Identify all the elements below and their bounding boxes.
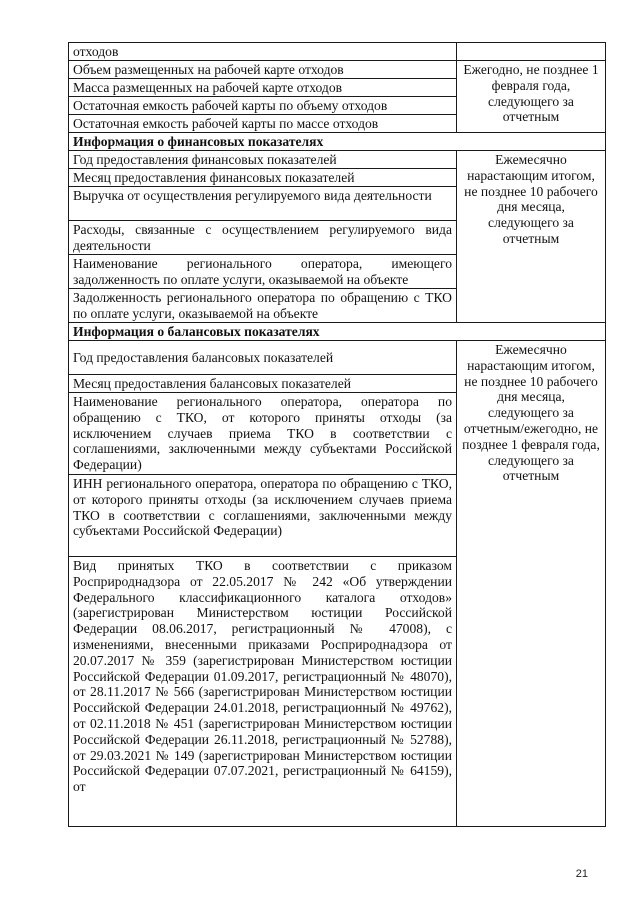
- row-label: Объем размещенных на рабочей карте отходов: [69, 61, 457, 79]
- table-row: [69, 61, 606, 79]
- row-label: Расходы, связанные с осуществлением регулируемого вида деятельности: [69, 221, 457, 255]
- section-header-balance: Информация о балансовых показателях: [69, 323, 606, 341]
- table-row: [69, 151, 606, 169]
- row-label: Месяц предоставления балансовых показателей: [69, 375, 457, 393]
- period-cell: Ежемесячно нарастающим итогом, не позднее 10 рабочего дня месяца, следующего за отчетным: [457, 151, 606, 323]
- indicators-table: [68, 42, 606, 827]
- row-label: Наименование регионального оператора, имеющего задолженность по оплате услуги, оказываемой на объекте: [69, 255, 457, 289]
- table-row: [69, 341, 606, 375]
- row-label: Остаточная емкость рабочей карты по объему отходов: [69, 97, 457, 115]
- row-label: Выручка от осуществления регулируемого вида деятельности: [69, 187, 457, 221]
- period-cell: Ежегодно, не позднее 1 февраля года, следующего за отчетным: [457, 61, 606, 133]
- row-label: Месяц предоставления финансовых показателей: [69, 169, 457, 187]
- row-label: Остаточная емкость рабочей карты по массе отходов: [69, 115, 457, 133]
- row-label: отходов: [69, 43, 457, 61]
- row-label: Задолженность регионального оператора по обращению с ТКО по оплате услуги, оказываемой на объекте: [69, 289, 457, 323]
- table-row: [69, 43, 606, 61]
- row-label: Год предоставления финансовых показателей: [69, 151, 457, 169]
- row-label: Наименование регионального оператора, оператора по обращению с ТКО, от которого приняты отходы (за исключением случаев приема ТКО в соответствии с соглашениями, заключенными между субъектами Российской Федерации): [69, 393, 457, 475]
- period-cell: Ежемесячно нарастающим итогом, не позднее 10 рабочего дня месяца, следующего за отчетным/ежегодно, не позднее 1 февраля года, следующего за отчетным: [457, 341, 606, 827]
- section-header-financial: Информация о финансовых показателях: [69, 133, 606, 151]
- section-header-row: [69, 133, 606, 151]
- period-cell-empty: [457, 43, 606, 61]
- row-label: ИНН регионального оператора, оператора по обращению с ТКО, от которого приняты отходы (за исключением случаев приема ТКО в соответствии с соглашениями, заключенными между субъектами Российской Федерации): [69, 475, 457, 557]
- row-label: Вид принятых ТКО в соответствии с приказом Росприроднадзора от 22.05.2017 № 242 «Об утверждении Федерального классификационного каталога отходов» (зарегистрирован Министерством юстиции Российской Федерации 08.06.2017, регистрационный № 47008), с изменениями, внесенными приказами Росприроднадзора от 20.07.2017 № 359 (зарегистрирован Министерством юстиции Российской Федерации 01.09.2017, регистрационный № 48070), от 28.11.2017 № 566 (зарегистрирован Министерством юстиции Российской Федерации 24.01.2018, регистрационный № 49762), от 02.11.2018 № 451 (зарегистрирован Министерством юстиции Российской Федерации 26.11.2018, регистрационный № 52788), от 29.03.2021 № 149 (зарегистрирован Министерством юстиции Российской Федерации 07.07.2021, регистрационный № 64159), от: [69, 557, 457, 827]
- page-number: 21: [575, 868, 588, 880]
- row-label: Масса размещенных на рабочей карте отходов: [69, 79, 457, 97]
- section-header-row: [69, 323, 606, 341]
- row-label: Год предоставления балансовых показателей: [69, 341, 457, 375]
